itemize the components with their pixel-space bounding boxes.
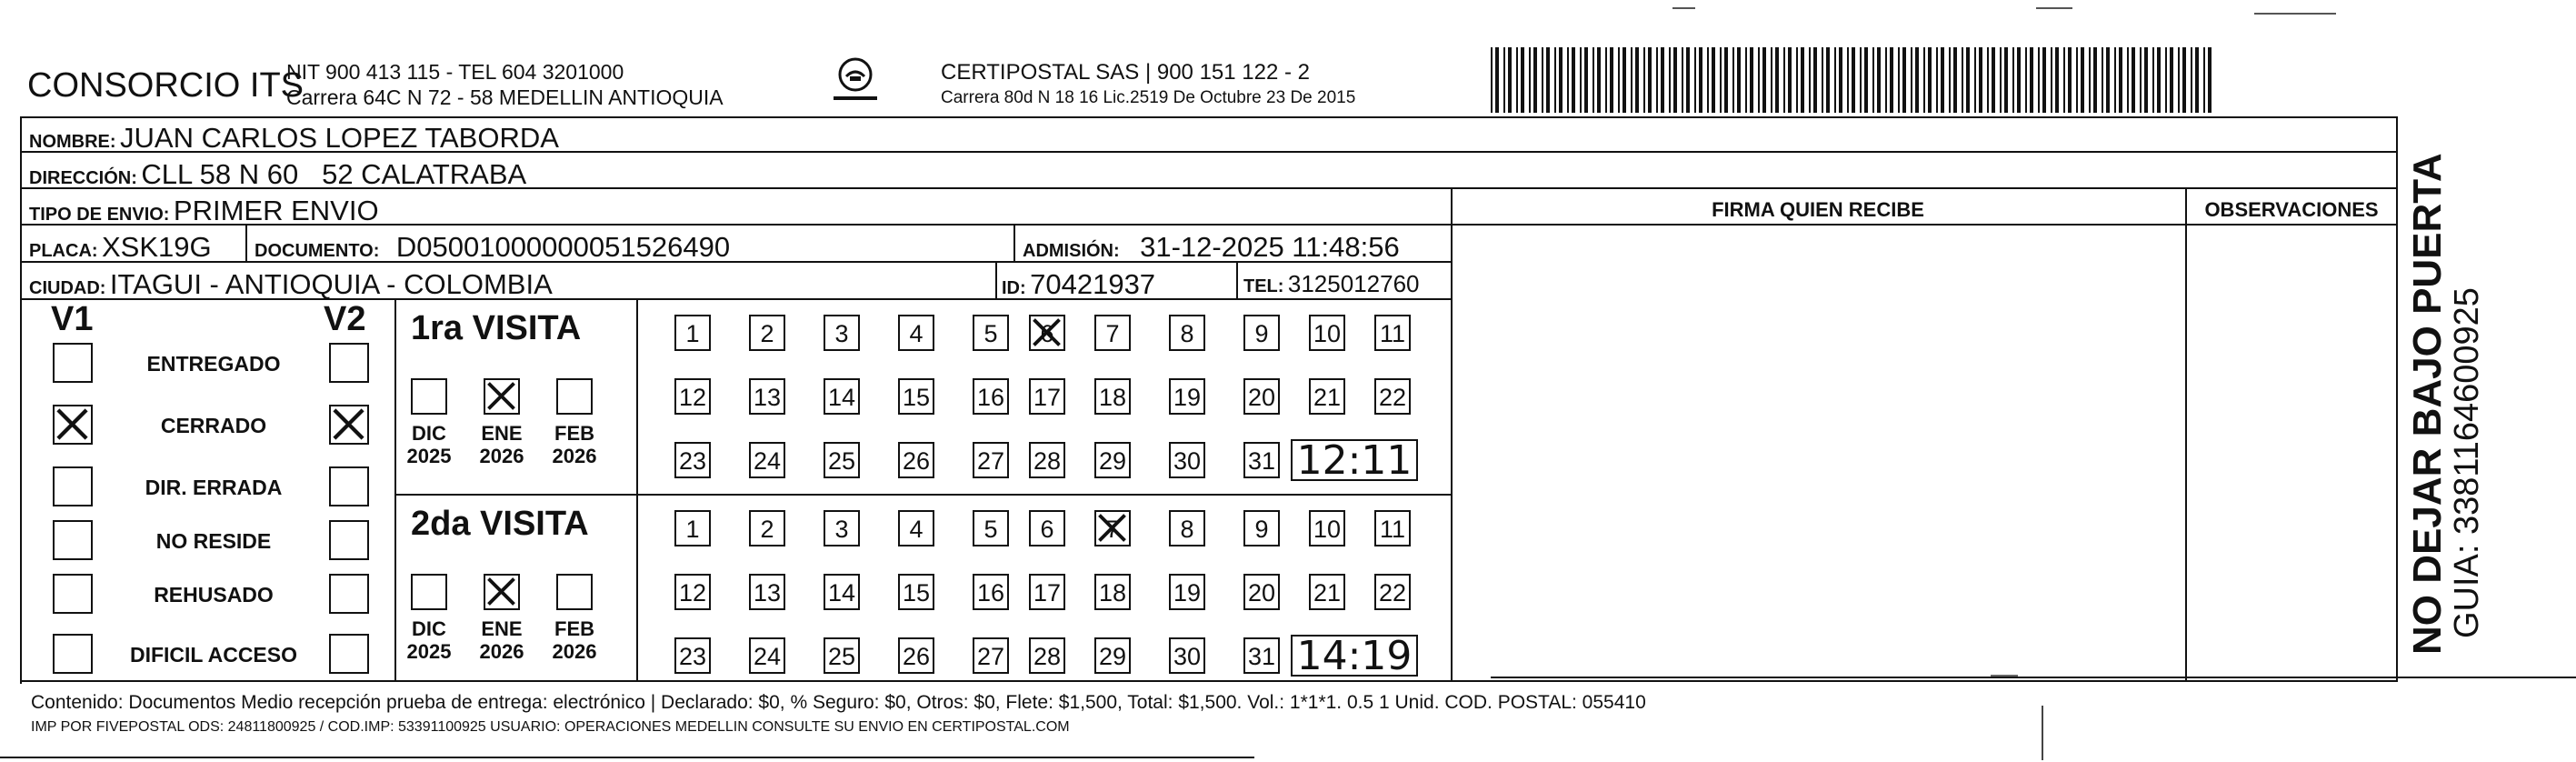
tel-value: 3125012760 xyxy=(1287,270,1420,297)
visit-time: 12:11 xyxy=(1291,439,1418,481)
day-box: 25 xyxy=(824,442,860,478)
month-checkbox xyxy=(484,378,520,415)
nit-line: NIT 900 413 115 - TEL 604 3201000 xyxy=(286,60,624,84)
month-year: 2025 xyxy=(406,640,452,664)
day-box: 18 xyxy=(1094,574,1131,610)
ciudad-value: ITAGUI - ANTIOQUIA - COLOMBIA xyxy=(109,268,553,300)
status-label: NO RESIDE xyxy=(155,529,272,553)
v1-checkbox xyxy=(53,634,93,674)
visit-time: 14:19 xyxy=(1291,635,1418,677)
v1-checkbox xyxy=(53,466,93,506)
day-box: 1 xyxy=(674,510,711,546)
visit-title: 1ra VISITA xyxy=(411,309,582,347)
day-box: 13 xyxy=(749,574,785,610)
partner-name: CERTIPOSTAL SAS | 900 151 122 - 2 xyxy=(941,60,1310,85)
status-label: ENTREGADO xyxy=(146,352,281,376)
day-box: 4 xyxy=(898,510,934,546)
day-box: 31 xyxy=(1243,442,1280,478)
tipo-envio-field: TIPO DE ENVIO: PRIMER ENVIO xyxy=(29,195,379,226)
day-box: 30 xyxy=(1169,637,1205,674)
day-box: 20 xyxy=(1243,574,1280,610)
day-box: 29 xyxy=(1094,637,1131,674)
v1-checkbox xyxy=(53,405,93,445)
day-box: 16 xyxy=(973,378,1009,415)
day-box: 18 xyxy=(1094,378,1131,415)
day-box: 7 xyxy=(1094,510,1131,546)
day-box: 21 xyxy=(1309,574,1345,610)
ciudad-field: CIUDAD: ITAGUI - ANTIOQUIA - COLOMBIA xyxy=(29,268,553,300)
partner-address: Carrera 80d N 18 16 Lic.2519 De Octubre 23 De 2015 xyxy=(941,88,1356,107)
guia-number: GUIA: 3381164600925 xyxy=(2448,287,2486,638)
day-box: 22 xyxy=(1374,574,1411,610)
direccion-field: DIRECCIÓN: CLL 58 N 60 52 CALATRABA xyxy=(29,158,527,190)
v1-checkbox xyxy=(53,343,93,383)
day-box: 15 xyxy=(898,378,934,415)
tipo-envio-value: PRIMER ENVIO xyxy=(173,195,379,226)
month-checkbox xyxy=(411,378,447,415)
month-label xyxy=(547,617,602,664)
month-checkbox xyxy=(411,574,447,610)
day-box: 10 xyxy=(1309,315,1345,351)
v1-checkbox xyxy=(53,574,93,614)
day-box: 11 xyxy=(1374,510,1411,546)
admision-value: 31-12-2025 11:48:56 xyxy=(1140,231,1400,263)
day-box: 26 xyxy=(898,637,934,674)
id-field: ID: 70421937 xyxy=(1002,268,1156,300)
day-box: 20 xyxy=(1243,378,1280,415)
month-year: 2026 xyxy=(479,445,524,468)
day-box: 21 xyxy=(1309,378,1345,415)
day-box: 2 xyxy=(749,315,785,351)
day-box: 26 xyxy=(898,442,934,478)
day-box: 24 xyxy=(749,637,785,674)
day-box: 4 xyxy=(898,315,934,351)
id-value: 70421937 xyxy=(1030,268,1156,300)
month-name: ENE xyxy=(481,422,523,445)
v2-checkbox xyxy=(329,466,369,506)
day-box: 15 xyxy=(898,574,934,610)
day-box: 19 xyxy=(1169,378,1205,415)
tel-field: TEL: 3125012760 xyxy=(1243,270,1420,297)
v2-checkbox xyxy=(329,405,369,445)
day-box: 7 xyxy=(1094,315,1131,351)
v2-header: V2 xyxy=(324,300,366,338)
month-year: 2026 xyxy=(552,445,597,468)
v2-checkbox xyxy=(329,634,369,674)
day-box: 2 xyxy=(749,510,785,546)
day-box: 11 xyxy=(1374,315,1411,351)
barcode xyxy=(1491,47,2218,115)
day-box: 24 xyxy=(749,442,785,478)
day-box: 5 xyxy=(973,510,1009,546)
documento-value: D05001000000051526490 xyxy=(395,231,731,263)
address-line: Carrera 64C N 72 - 58 MEDELLIN ANTIOQUIA xyxy=(286,85,724,109)
status-label: DIR. ERRADA xyxy=(145,476,283,499)
month-name: ENE xyxy=(481,617,523,640)
month-checkbox xyxy=(556,574,593,610)
nombre-value: JUAN CARLOS LOPEZ TABORDA xyxy=(120,122,559,154)
day-box: 17 xyxy=(1029,378,1065,415)
day-box: 28 xyxy=(1029,637,1065,674)
day-box: 6 xyxy=(1029,510,1065,546)
day-box: 5 xyxy=(973,315,1009,351)
month-label xyxy=(547,422,602,468)
visit-title: 2da VISITA xyxy=(411,505,589,543)
day-box: 12 xyxy=(674,378,711,415)
day-box: 23 xyxy=(674,637,711,674)
month-label xyxy=(474,617,529,664)
day-box: 6 xyxy=(1029,315,1065,351)
day-box: 23 xyxy=(674,442,711,478)
month-name: FEB xyxy=(554,422,594,445)
day-box: 10 xyxy=(1309,510,1345,546)
day-box: 14 xyxy=(824,574,860,610)
day-box: 8 xyxy=(1169,315,1205,351)
v2-checkbox xyxy=(329,520,369,560)
day-box: 12 xyxy=(674,574,711,610)
month-name: DIC xyxy=(412,422,446,445)
day-box: 30 xyxy=(1169,442,1205,478)
month-name: DIC xyxy=(412,617,446,640)
day-box: 14 xyxy=(824,378,860,415)
side-warning xyxy=(2407,153,2485,655)
day-box: 9 xyxy=(1243,510,1280,546)
day-box: 25 xyxy=(824,637,860,674)
status-label: CERRADO xyxy=(160,414,267,437)
day-box: 3 xyxy=(824,510,860,546)
day-box: 22 xyxy=(1374,378,1411,415)
v1-checkbox xyxy=(53,520,93,560)
month-year: 2026 xyxy=(479,640,524,664)
no-dejar-text: NO DEJAR BAJO PUERTA xyxy=(2405,153,2450,655)
admision-field: ADMISIÓN: 31-12-2025 11:48:56 xyxy=(1023,231,1400,263)
month-label xyxy=(402,422,456,468)
month-checkbox xyxy=(556,378,593,415)
month-label xyxy=(474,422,529,468)
certipostal-logo xyxy=(823,55,888,109)
day-box: 13 xyxy=(749,378,785,415)
placa-value: XSK19G xyxy=(102,231,212,263)
day-box: 28 xyxy=(1029,442,1065,478)
day-box: 3 xyxy=(824,315,860,351)
day-box: 1 xyxy=(674,315,711,351)
documento-field: DOCUMENTO: D05001000000051526490 xyxy=(255,231,731,263)
day-box: 29 xyxy=(1094,442,1131,478)
month-year: 2026 xyxy=(552,640,597,664)
observaciones-header: OBSERVACIONES xyxy=(2204,198,2379,221)
status-label: DIFICIL ACCESO xyxy=(129,643,297,667)
placa-field: PLACA: XSK19G xyxy=(29,231,212,263)
nombre-field: NOMBRE: JUAN CARLOS LOPEZ TABORDA xyxy=(29,122,559,154)
footer-imp: IMP POR FIVEPOSTAL ODS: 24811800925 / COD.IMP: 53391100925 USUARIO: OPERACIONES MEDELLIN CONSULTE SU ENVIO EN CERTIPOSTAL.COM xyxy=(31,719,1070,735)
footer-contenido: Contenido: Documentos Medio recepción prueba de entrega: electrónico | Declarado: $0, % Seguro: $0, Otros: $0, Flete: $1,500, Total: $1,500. Vol.: 1*1*1. 0.5 1 Unid. COD. POSTAL: 055410 xyxy=(31,692,1646,713)
month-checkbox xyxy=(484,574,520,610)
status-label: REHUSADO xyxy=(154,583,274,607)
day-box: 17 xyxy=(1029,574,1065,610)
firma-header: FIRMA QUIEN RECIBE xyxy=(1712,198,1924,221)
month-year: 2025 xyxy=(406,445,452,468)
v1-header: V1 xyxy=(51,300,94,338)
day-box: 31 xyxy=(1243,637,1280,674)
month-label xyxy=(402,617,456,664)
day-box: 27 xyxy=(973,442,1009,478)
day-box: 8 xyxy=(1169,510,1205,546)
direccion-value: CLL 58 N 60 52 CALATRABA xyxy=(141,158,527,190)
day-box: 19 xyxy=(1169,574,1205,610)
day-box: 27 xyxy=(973,637,1009,674)
v2-checkbox xyxy=(329,574,369,614)
day-box: 16 xyxy=(973,574,1009,610)
company-name: CONSORCIO ITS xyxy=(27,66,305,105)
v2-checkbox xyxy=(329,343,369,383)
month-name: FEB xyxy=(554,617,594,640)
day-box: 9 xyxy=(1243,315,1280,351)
